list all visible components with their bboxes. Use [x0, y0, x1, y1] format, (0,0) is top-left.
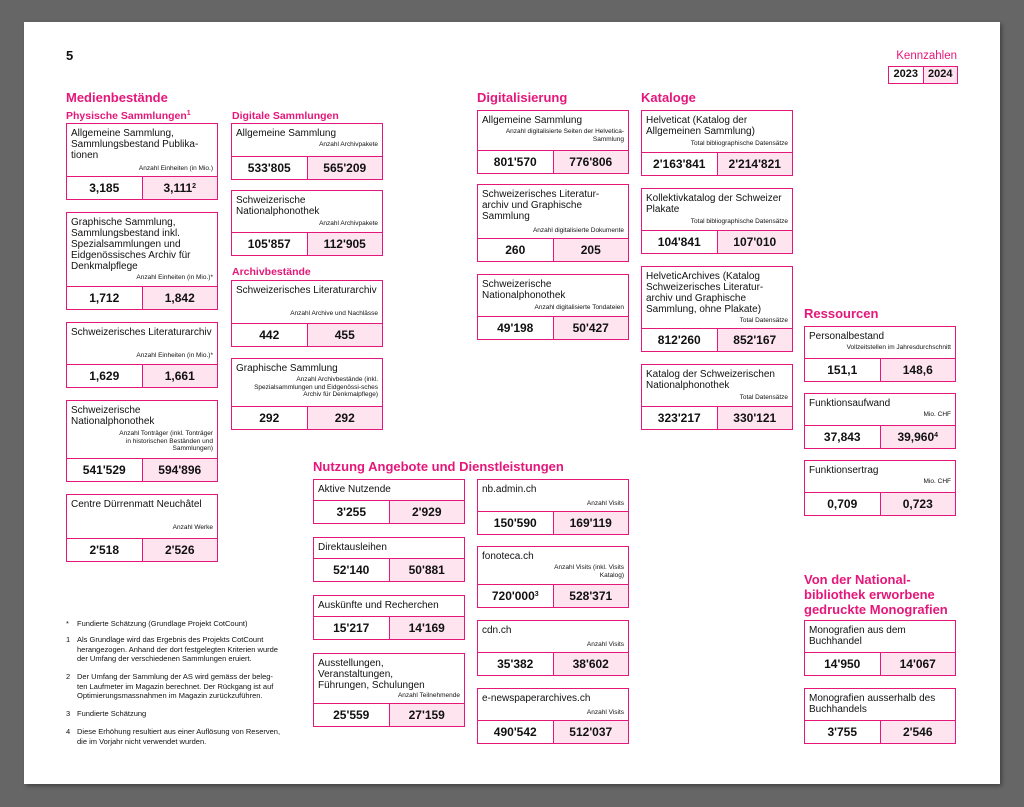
value-2024: 2'526 — [142, 539, 218, 561]
stat-box-digitalisierung-literatur: Schweizerisches Literatur-archiv und Graphische Sammlung Anzahl digitalisierte Dokumente 260 205 — [477, 184, 629, 262]
archivbestaende-heading: Archivbestände — [232, 266, 311, 278]
value-2024: 512'037 — [553, 721, 629, 743]
value-2023: 25'559 — [333, 708, 370, 722]
value-2024: 852'167 — [717, 329, 793, 351]
stat-box-monografien-ausserhalb: Monografien ausserhalb des Buchhandels 3'755 2'546 — [804, 688, 956, 744]
stat-box-digital-phonothek: Schweizerische Nationalphonothek Anzahl Archivpakete 105'857 112'905 — [231, 190, 383, 256]
stat-box-archiv-literatur: Schweizerisches Literaturarchiv Anzahl Archive und Nachlässe 442 455 — [231, 280, 383, 347]
medienbestaende-heading: Medienbestände — [66, 90, 168, 105]
value-2024: 14'067 — [880, 653, 956, 675]
page-number: 5 — [66, 48, 74, 63]
value-2023: 3'755 — [827, 725, 858, 739]
value-2023: 541'529 — [82, 463, 126, 477]
year-2024: 2024 — [923, 67, 958, 83]
stat-box-digitalisierung-allgemeine: Allgemeine Sammlung Anzahl digitalisierte Seiten der Helvetica-Sammlung 801'570 776'806 — [477, 110, 629, 174]
value-2023: 442 — [259, 328, 280, 342]
stat-box-nb-admin: nb.admin.ch Anzahl Visits 150'590 169'119 — [477, 479, 629, 535]
footnote: 4 Diese Erhöhung resultiert aus einer Auflösung von Reserven, die im Vorjahr nicht verwendet wurden. — [66, 727, 281, 746]
value-2024: 27'159 — [389, 704, 465, 726]
value-2024: 50'427 — [553, 317, 629, 339]
value-2023: 292 — [259, 411, 280, 425]
ressourcen-heading: Ressourcen — [804, 306, 879, 321]
value-2023: 3,185 — [89, 181, 120, 195]
value-2024: 2'214'821 — [717, 153, 793, 175]
value-2023: 49'198 — [497, 321, 534, 335]
value-2023: 52'140 — [333, 563, 370, 577]
stat-box-personalbestand: Personalbestand Vollzeitstellen im Jahresdurchschnitt 151,1 148,6 — [804, 326, 956, 382]
value-2024: 330'121 — [717, 407, 793, 429]
value-2024: 38'602 — [553, 653, 629, 675]
value-2023: 801'570 — [493, 155, 537, 169]
value-2023: 14'950 — [824, 657, 861, 671]
value-2023: 323'217 — [657, 411, 701, 425]
value-2024: 3,111$^2$ — [142, 177, 218, 199]
value-2024: 1,842 — [142, 287, 218, 309]
value-2024: 112'905 — [307, 233, 383, 255]
value-2023: 105'857 — [247, 237, 291, 251]
stat-box-literaturarchiv: Schweizerisches Literaturarchiv Anzahl Einheiten (in Mio.)* 1,629 1,661 — [66, 322, 218, 388]
value-2023: 104'841 — [657, 235, 701, 249]
kataloge-heading: Kataloge — [641, 90, 696, 105]
value-2023: 3'255 — [336, 505, 367, 519]
physische-sammlungen-heading: Physische Sammlungen$^1$ — [66, 110, 191, 122]
stat-box-digital-allgemeine: Allgemeine Sammlung Anzahl Archivpakete 533'805 565'209 — [231, 123, 383, 180]
value-2023: 260 — [505, 243, 526, 257]
value-2024: 148,6 — [880, 359, 956, 381]
stat-box-auskuenfte: Auskünfte und Recherchen 15'217 14'169 — [313, 595, 465, 640]
value-2024: 2'546 — [880, 721, 956, 743]
value-2024: 2'929 — [389, 501, 465, 523]
stat-box-allgemeine-sammlung: Allgemeine Sammlung, Sammlungsbestand Publika-tionen Anzahl Einheiten (in Mio.) 3,185 3,111$^2$ — [66, 123, 218, 200]
stat-box-helveticat: Helveticat (Katalog der Allgemeinen Sammlung) Total bibliographische Datensätze 2'163'841 2'214'821 — [641, 110, 793, 176]
monografien-heading: Von der National-bibliothek erworbene gedruckte Monografien — [804, 572, 948, 617]
stat-box-centre-duerrenmatt: Centre Dürrenmatt Neuchâtel Anzahl Werke 2'518 2'526 — [66, 494, 218, 562]
stat-box-cdn: cdn.ch Anzahl Visits 35'382 38'602 — [477, 620, 629, 676]
stat-box-ausstellungen: Ausstellungen, Veranstaltungen, Führungen, Schulungen Anzahl Teilnehmende 25'559 27'159 — [313, 653, 465, 727]
value-2023: 2'518 — [89, 543, 120, 557]
value-2024: 205 — [553, 239, 629, 261]
stat-box-kollektivkatalog: Kollektivkatalog der Schweizer Plakate Total bibliographische Datensätze 104'841 107'010 — [641, 188, 793, 254]
digitalisierung-heading: Digitalisierung — [477, 90, 568, 105]
stat-box-helveticarchives: HelveticArchives (Katalog Schweizerisches Literatur-archiv und Graphische Sammlung, ohne Plakate) Total Datensätze 812'260 852'167 — [641, 266, 793, 352]
value-2023: 0,709 — [827, 497, 858, 511]
value-2023: 15'217 — [333, 621, 370, 635]
year-2023: 2023 — [893, 68, 918, 80]
kennzahlen-title: Kennzahlen — [896, 50, 957, 62]
value-2023: 37,843 — [823, 430, 861, 444]
value-2023: 151,1 — [827, 363, 858, 377]
stat-box-direktausleihen: Direktausleihen 52'140 50'881 — [313, 537, 465, 582]
value-2024: 292 — [307, 407, 383, 429]
value-2024: 455 — [307, 324, 383, 346]
stat-box-funktionsaufwand: Funktionsaufwand Mio. CHF 37,843 39,960$^4$ — [804, 393, 956, 449]
stat-box-aktive-nutzende: Aktive Nutzende 3'255 2'929 — [313, 479, 465, 524]
stat-box-monografien-buchhandel: Monografien aus dem Buchhandel 14'950 14'067 — [804, 620, 956, 676]
stat-box-digitalisierung-phonothek: Schweizerische Nationalphonothek Anzahl digitalisierte Tondateien 49'198 50'427 — [477, 274, 629, 340]
value-2023: $720'000^3$ — [491, 589, 539, 603]
value-2024: 565'209 — [307, 157, 383, 179]
value-2024: 776'806 — [553, 151, 629, 173]
value-2024: 169'119 — [553, 512, 629, 534]
value-2024: 50'881 — [389, 559, 465, 581]
value-2024: 39,960$^4$ — [880, 426, 956, 448]
value-2023: 533'805 — [247, 161, 291, 175]
value-2024: 528'371 — [553, 585, 629, 607]
digitale-sammlungen-heading: Digitale Sammlungen — [232, 110, 339, 122]
value-2024: 14'169 — [389, 617, 465, 639]
value-2024: 594'896 — [142, 459, 218, 481]
value-2024: 0,723 — [880, 493, 956, 515]
value-2023: 812'260 — [657, 333, 701, 347]
nutzung-heading: Nutzung Angebote und Dienstleistungen — [313, 459, 564, 474]
value-2024: 1,661 — [142, 365, 218, 387]
stat-box-fonoteca: fonoteca.ch Anzahl Visits (inkl. Visits Katalog) $720'000^3$ 528'371 — [477, 546, 629, 608]
value-2023: 150'590 — [493, 516, 537, 530]
footnote: * Fundierte Schätzung (Grundlage Projekt CotCount) — [66, 619, 248, 628]
stat-box-nationalphonothek: Schweizerische Nationalphonothek Anzahl Tonträger (inkl. Tonträger in historischen Beständen und Sammlungen) 541'529 594'896 — [66, 400, 218, 482]
value-2024: 107'010 — [717, 231, 793, 253]
value-2023: 1,712 — [89, 291, 120, 305]
value-2023: 2'163'841 — [653, 157, 706, 171]
stat-box-e-newspaperarchives: e-newspaperarchives.ch Anzahl Visits 490'542 512'037 — [477, 688, 629, 744]
footnote: 3 Fundierte Schätzung — [66, 709, 147, 718]
stat-box-graphische-sammlung: Graphische Sammlung, Sammlungsbestand inkl. Spezialsammlungen und Eidgenössisches Archiv für Denkmalpflege Anzahl Einheiten (in Mio.)* 1,712 1,842 — [66, 212, 218, 310]
stat-box-funktionsertrag: Funktionsertrag Mio. CHF 0,709 0,723 — [804, 460, 956, 516]
value-2023: 490'542 — [493, 725, 537, 739]
value-2023: 35'382 — [497, 657, 534, 671]
year-legend — [888, 66, 958, 84]
footnote: 2 Der Umfang der Sammlung der AS wird gemäss der beleg-ten Laufmeter im Magazin berechnet. Der Rückgang ist auf Optimierungsmassnahmen im Magazin zurückzuführen. — [66, 672, 274, 700]
footnote: 1 Als Grundlage wird das Ergebnis des Projekts CotCount herangezogen. Anhand der dort festgelegten Kriterien wurde der Umfang der verschiedenen Sammlungen eruiert. — [66, 635, 278, 663]
stat-box-katalog-phonothek: Katalog der Schweizerischen Nationalphonothek Total Datensätze 323'217 330'121 — [641, 364, 793, 430]
stat-box-archiv-graphisch: Graphische Sammlung Anzahl Archivbestände (inkl. Spezialsammlungen und Eidgenössi-sches Archiv für Denkmalpflege) 292 292 — [231, 358, 383, 430]
value-2023: 1,629 — [89, 369, 120, 383]
